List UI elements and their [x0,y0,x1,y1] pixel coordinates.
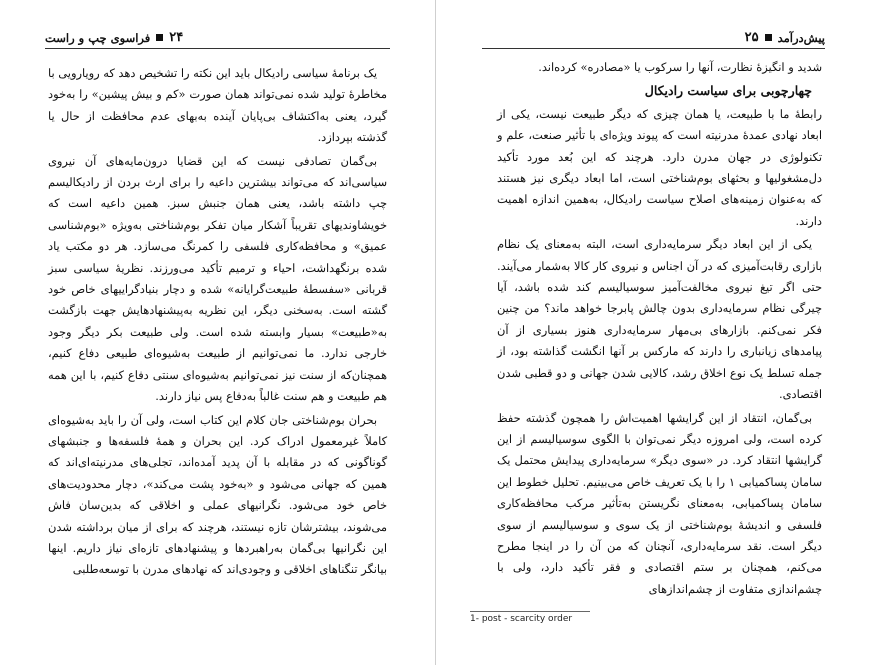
paragraph: یک برنامهٔ سیاسی رادیکال باید این نکته را تشخیص دهد که رویارویی با مخاطرهٔ تولید شده نمی‌تواند همان صورت «کم و بیش پیشین» را به‌خود گیرد، یعنی به‌اکتشاف بی‌پایان آینده به‌بهای عدم محافظت از حال یا گذشته بپردازد. [48,66,387,145]
header-rule [45,48,390,49]
page-header [45,30,390,45]
page-body [48,63,387,583]
paragraph: بحران بوم‌شناختی جان کلام این کتاب است، ولی آن را باید به‌شیوه‌ای کاملاً غیرمعمول ادراک کرد. این بحران و همهٔ فلسفه‌ها و جنبشهای گوناگونی که در مقابله با آن پدید آمده‌اند، تجلی‌های مدرنیته‌ای‌اند که همین که جهانی می‌شود و «به‌خود پشت می‌کند»، دچار محدودیت‌های خاص خود می‌شود. نگرانیهای عملی و اخلاقی که بدین‌سان فاش می‌شوند، بیشترشان تازه نیستند، هرچند که برای از میان برداشته شدن این نگرانیها بی‌گمان به‌راهبردها و پیشنهادهای تازه‌ای نیاز داریم. اینها بیانگر تنگناهای اخلاقی و وجودی‌اند که نهادهای مدرن با توسعه‌طلبی [48,412,387,577]
running-title: فراسوی چپ و راست [45,30,151,45]
page-header [482,30,825,45]
square-bullet-icon [765,34,772,41]
header-rule [482,48,825,49]
paragraph: رابطهٔ ما با طبیعت، یا همان چیزی که دیگر طبیعت نیست، یکی از ابعاد نهادی عمدهٔ مدرنیته است که پیوند ویژه‌ای با تأثیر صنعت، علم و تکنولوژی در جهان مدرن دارد. هرچند که این بُعد مورد تأکید دل‌مشغولیها و بحثهای بوم‌شناختی است، اما ابعاد دیگری نیز هستند که به‌عنوان زمینه‌های اصلاح سیاست رادیکال، به‌همین اندازه اهمیت دارند. [497,106,822,228]
page-number: ۲۴ [169,30,184,45]
right-page [437,0,870,665]
running-title: پیش‌درآمد [777,30,825,45]
footnote: 1- post - scarcity order [470,614,573,624]
footnote-rule [470,611,590,612]
section-title: چهارچوبی برای سیاست رادیکال [644,83,812,99]
opening-line: شدید و انگیزهٔ نظارت، آنها را سرکوب یا «مصادره» کرده‌اند. [538,60,822,74]
page-body [497,57,822,602]
paragraph: بی‌گمان تصادفی نیست که این قضایا درون‌مایه‌های آن نیروی سیاسی‌اند که می‌تواند بیشترین داعیه را برای ارث بردن از رادیکالیسم چپ داشته باشد، یعنی همان جنبش سبز. همین داعیه است که خویشاوندیهای تقریباً آشکار میان تفکر بوم‌شناختی به‌ویژه «بوم‌شناسی عمیق» و محافظه‌کاری فلسفی را کمرنگ می‌سازد. هر دو مکتب یاد شده برنگهداشت، احیاء و ترمیم تأکید می‌ورزند. نظریهٔ سیاسی سبز قربانی «سفسطهٔ طبیعت‌گرایانه» شده و دچار بنیادگراییهای خاص خود گشته است. به‌سخنی دیگر، این نظریه به‌پیشنهادهایش جهت بازگشت به«طبیعت» بسیار وابسته شده است. ولی طبیعت بکر دیگر وجود خارجی ندارد. ما نمی‌توانیم از طبیعت به‌شیوه‌ای طبیعی دفاع کنیم، همچنان‌که از سنت نیز نمی‌توانیم به‌شیوه‌ای سنتی دفاع کنیم، با این همه هم طبیعت و هم سنت غالباً به‌دفاع پس نیاز دارند. [48,153,387,404]
square-bullet-icon [156,34,163,41]
page-number: ۲۵ [744,30,759,45]
paragraph: یکی از این ابعاد دیگر سرمایه‌داری است، البته به‌معنای یک نظام بازاری رقابت‌آمیزی که در آن اجناس و نیروی کار کالا به‌شمار می‌آیند. حتی اگر تیغ نیروی مخالفت‌آمیز سوسیالیسم کند شده باشد، آیا چیرگی نظام سرمایه‌داری بدون چالش پابرجا خواهد ماند؟ من چنین فکر نمی‌کنم. بازارهای بی‌مهار سرمایه‌داری هنوز بسیاری از آن پیامدهای زیانباری را دارند که مارکس بر آنها انگشت گذاشته بود، از جمله تسلط یک نوع اخلاق رشد، کالایی شدن جهانی و دو قطبی شدن اقتصادی. [497,237,822,402]
paragraph: بی‌گمان، انتقاد از این گرایشها اهمیت‌اش را همچون گذشته حفظ کرده است، ولی امروزه دیگر نمی‌توان با الگوی سوسیالیسم از این گرایشها انتقاد کرد. در «سوی دیگر» سرمایه‌داری پیدایش محتمل یک سامان پساکمیابی ۱ را با یک تعریف خاص می‌بینیم. تحلیل خطوط این سامان پساکمیابی، به‌معنای نگریستن به‌تأثیر مرکب محافظه‌کاری فلسفی و اندیشهٔ بوم‌شناختی از یک سوی و سوسیالیسم از سوی دیگر است. نقد سرمایه‌داری، آنچنان که من آن را در اینجا مطرح می‌کنم، همچنان بر ستم اقتصادی و فقر تأکید دارد، ولی با چشم‌اندازی متفاوت از چشم‌اندازهای [497,410,822,596]
